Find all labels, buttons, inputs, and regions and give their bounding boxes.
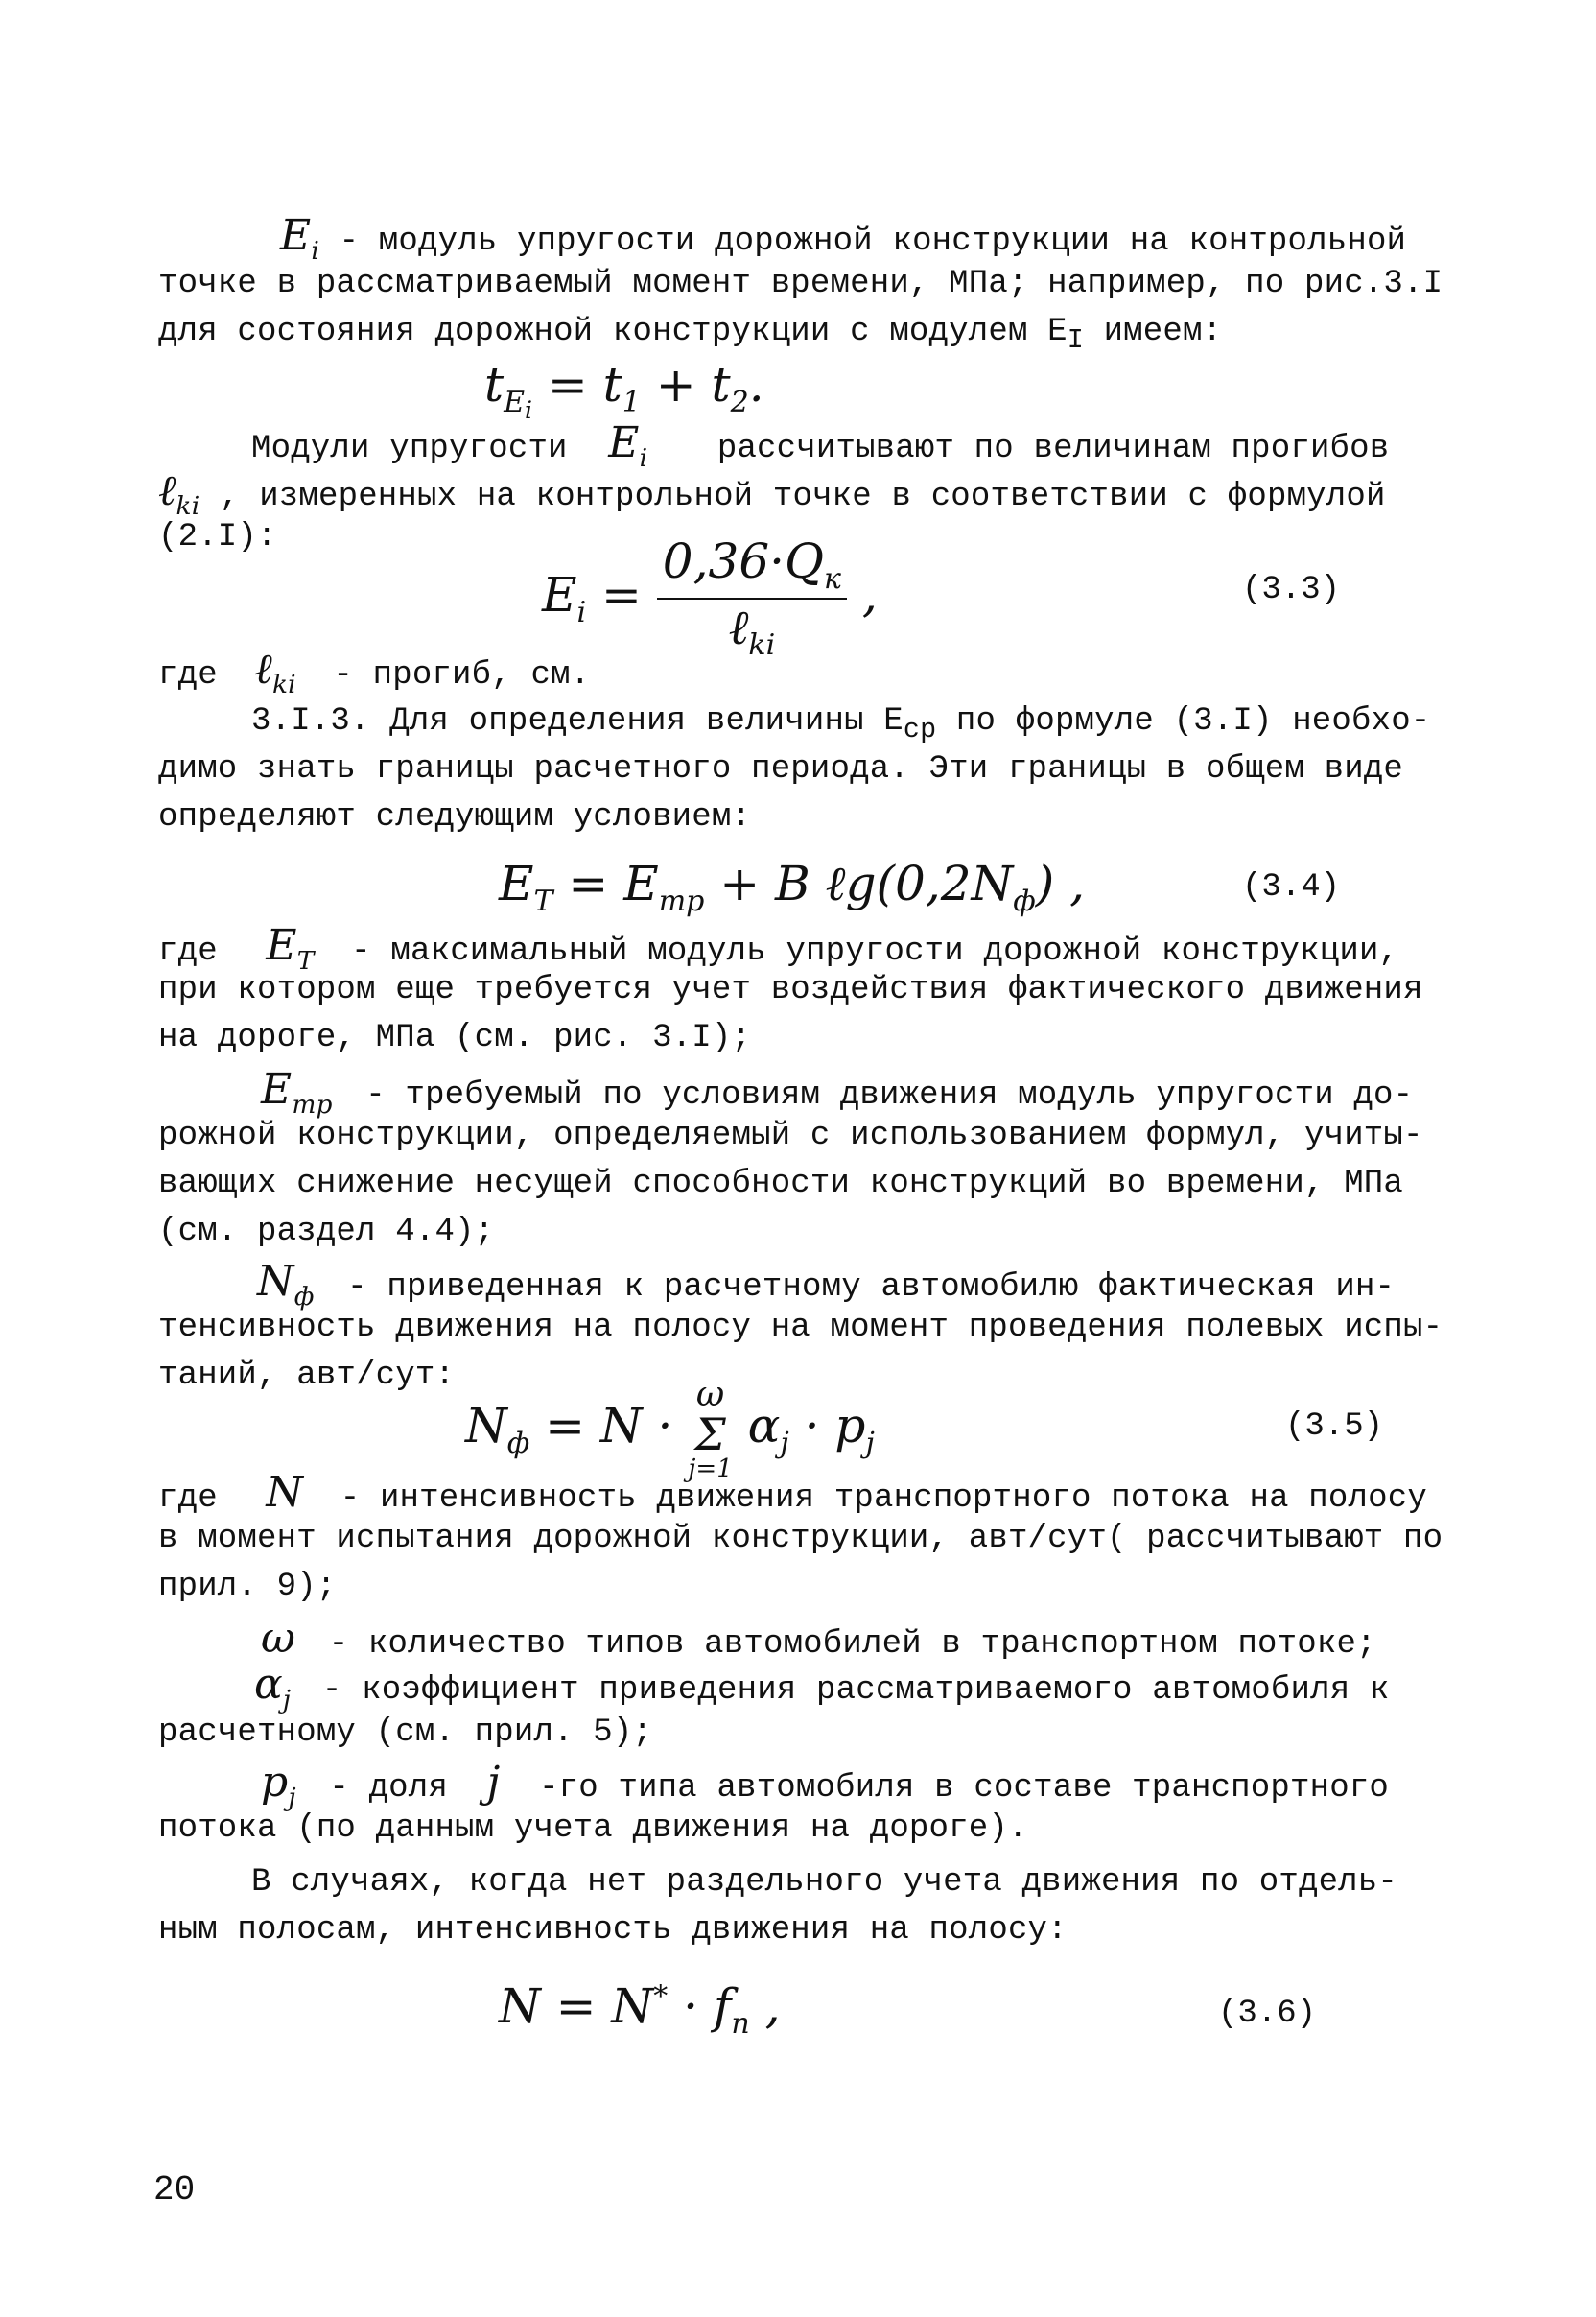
paragraph-line: $E_{тр}$ - требуемый по условиям движения модуль упругости до- <box>261 1065 1414 1120</box>
paragraph-line: точке в рассматриваемый момент времени, МПа; например, по рис.3.I <box>158 266 1443 302</box>
formula-3-4: $E_T = E_{тр} + B$ $\ell g(0,2N_ф)$ , <box>499 856 1086 918</box>
paragraph-line: при котором еще требуется учет воздействия фактического движения <box>158 972 1423 1008</box>
symbol-lki: ℓ$_{ki}$ <box>158 466 200 521</box>
paragraph-line: $\alpha_j$ - коэффициент приведения рассматриваемого автомобиля к <box>254 1660 1390 1714</box>
paragraph-line: на дороге, МПа (см. рис. 3.I); <box>158 1020 752 1056</box>
symbol-Ei: $E_i$ <box>608 418 648 473</box>
equation-number: (3.6) <box>1218 1996 1317 2032</box>
symbol-j: j <box>486 1758 501 1807</box>
symbol-Nf: $N_ф$ <box>257 1257 315 1312</box>
formula-3-5: $N_ф = N$ · ω Σ j=1 $\alpha_j \cdot p_j$ <box>465 1375 875 1483</box>
equation-number: (3.5) <box>1285 1408 1384 1445</box>
paragraph-line: определяют следующим условием: <box>158 799 752 836</box>
paragraph-line: 3.I.3. Для определения величины $E_{ср}$ по формуле (3.I) необхо- <box>251 703 1431 745</box>
paragraph-line: в момент испытания дорожной конструкции, авт/сут( рассчитывают по <box>158 1521 1443 1557</box>
paragraph-line: прил. 9); <box>158 1569 337 1605</box>
symbol-omega: ω <box>261 1614 296 1663</box>
symbol-N: N <box>266 1468 304 1517</box>
paragraph-line: где ℓ$_{ki}$ - прогиб, см. <box>158 645 591 699</box>
paragraph-line: ным полосам, интенсивность движения на полосу: <box>158 1912 1068 1949</box>
paragraph-line: вающих снижение несущей способности конструкций во времени, МПа <box>158 1166 1404 1202</box>
paragraph-line: (см. раздел 4.4); <box>158 1214 495 1250</box>
symbol-Etr: $E_{тр}$ <box>261 1065 333 1120</box>
paragraph-line: рожной конструкции, определяемый с использованием формул, учиты- <box>158 1118 1423 1154</box>
symbol-p: $p_j$ <box>261 1758 296 1812</box>
fraction: $\frac{0,36\cdot Q_к}{\ell_{ki}}$ <box>657 537 847 660</box>
symbol-alpha: $\alpha_j$ <box>254 1660 292 1714</box>
paragraph-line: $N_ф$ - приведенная к расчетному автомобилю фактическая ин- <box>257 1257 1396 1312</box>
paragraph-line: расчетному (см. прил. 5); <box>158 1714 653 1751</box>
summation: ω Σ j=1 <box>688 1375 733 1483</box>
equation-number: (3.3) <box>1242 572 1341 608</box>
paragraph-line: тенсивность движения на полосу на момент проведения полевых испы- <box>158 1310 1443 1346</box>
page-number: 20 <box>153 2170 196 2210</box>
paragraph-line: (2.I): <box>158 519 277 556</box>
equation-number: (3.4) <box>1242 869 1341 906</box>
symbol-ET: $E_T$ <box>266 921 315 976</box>
paragraph-line: ω - количество типов автомобилей в транспортном потоке; <box>261 1614 1376 1663</box>
paragraph-line: $p_j$ - доля j -го типа автомобиля в составе транспортного <box>261 1758 1390 1812</box>
paragraph-line: потока (по данным учета движения на дороге). <box>158 1810 1028 1847</box>
paragraph-line: ℓ$_{ki}$ , измеренных на контрольной точке в соответствии с формулой <box>158 466 1386 521</box>
paragraph-line: $E_i$ - модуль упругости дорожной конструкции на контрольной <box>280 211 1407 266</box>
symbol-Ei: $E_i$ <box>280 211 319 266</box>
paragraph-line: где N - интенсивность движения транспортного потока на полосу <box>158 1468 1427 1517</box>
formula-t-ei: $t_{E_i} = t_1 + t_2$. <box>484 357 764 424</box>
formula-3-6: $N = N^* \cdot f_п$ , <box>499 1978 781 2041</box>
paragraph-line: Модули упругости $E_i$ рассчитывают по величинам прогибов <box>251 418 1390 473</box>
symbol-lki: ℓ$_{ki}$ <box>254 645 296 699</box>
paragraph-line: для состояния дорожной конструкции с модулем $E_I$ имеем: <box>158 314 1223 356</box>
formula-3-3: $E_i$ = $\frac{0,36\cdot Q_к}{\ell_{ki}}$ , <box>542 533 878 662</box>
paragraph-line: В случаях, когда нет раздельного учета движения по отдель- <box>251 1864 1397 1901</box>
paragraph-line: таний, авт/сут: <box>158 1358 456 1394</box>
paragraph-line: димо знать границы расчетного периода. Эти границы в общем виде <box>158 751 1404 788</box>
paragraph-line: где $E_T$ - максимальный модуль упругости дорожной конструкции, <box>158 921 1399 976</box>
